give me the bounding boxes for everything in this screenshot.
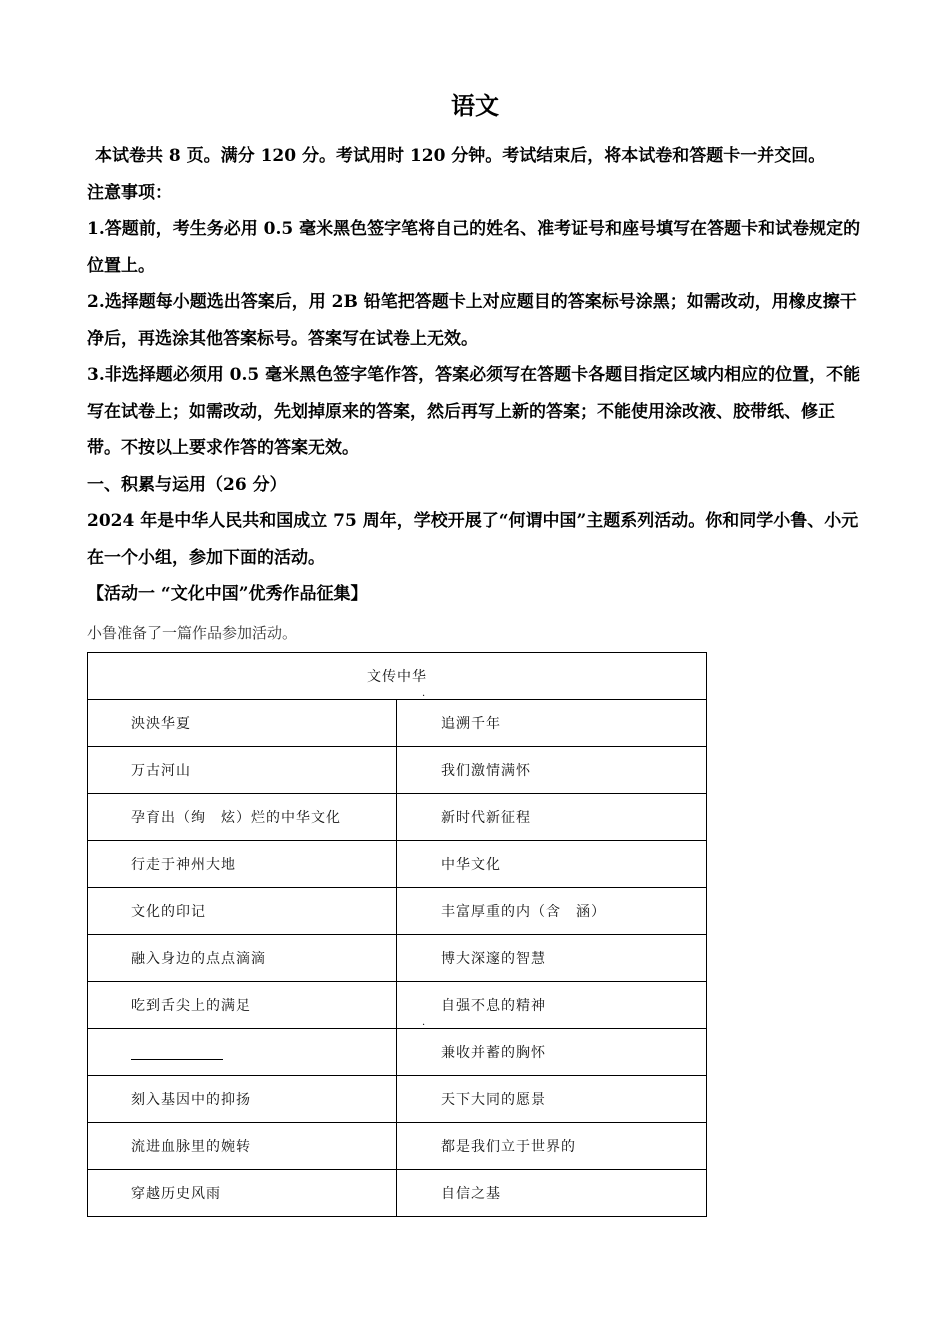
section-intro: 2024 年是中华人民共和国成立 75 周年，学校开展了“何谓中国”主题系列活动。你和同学小鲁、小元在一个小组，参加下面的活动。 bbox=[87, 511, 859, 568]
activity-heading: 【活动一 “文化中国”优秀作品征集】 bbox=[87, 584, 368, 604]
poem-line-right: 博大深邃的智慧 bbox=[397, 935, 707, 982]
poem-table bbox=[87, 652, 707, 1217]
poem-line-right: 天下大同的愿景 bbox=[397, 1076, 707, 1123]
poem-line-right: 自强不息的精神 bbox=[397, 982, 707, 1029]
poem-line-left: 穿越历史风雨 bbox=[88, 1170, 397, 1217]
exam-info: 本试卷共 8 页。满分 120 分。考试用时 120 分钟。考试结束后，将本试卷和答题卡一并交回。 bbox=[95, 146, 826, 166]
emphasis-dot: · bbox=[422, 691, 427, 702]
emphasis-dot: · bbox=[422, 1020, 427, 1031]
poem-line-right: 我们激情满怀 bbox=[397, 747, 707, 794]
table-row bbox=[88, 1170, 707, 1217]
poem-line-left: 刻入基因中的抑扬 bbox=[88, 1076, 397, 1123]
table-row bbox=[88, 1029, 707, 1076]
notice-item-2: 2.选择题每小题选出答案后，用 2B 铅笔把答题卡上对应题目的答案标号涂黑；如需改动，用橡皮擦干净后，再选涂其他答案标号。答案写在试卷上无效。 bbox=[87, 292, 857, 349]
table-row bbox=[88, 935, 707, 982]
poem-line-left: 行走于神州大地 bbox=[88, 841, 397, 888]
notice-heading: 注意事项： bbox=[87, 182, 172, 203]
poem-line-right: 中华文化 bbox=[397, 841, 707, 888]
section-heading: 一、积累与运用（26 分） bbox=[87, 474, 287, 495]
activity-lead: 小鲁准备了一篇作品参加活动。 bbox=[87, 623, 298, 642]
table-row bbox=[88, 888, 707, 935]
poem-line-right: · 追溯千年 bbox=[397, 700, 707, 747]
poem-line-left: 吃到舌尖上的满足 bbox=[88, 982, 397, 1029]
poem-line-left: 孕育出（绚 炫）烂的中华文化 bbox=[88, 794, 397, 841]
poem-line-left: 万古河山 bbox=[88, 747, 397, 794]
notice-item-1: 1.答题前，考生务必用 0.5 毫米黑色签字笔将自己的姓名、准考证号和座号填写在答题卡和试卷规定的位置上。 bbox=[87, 219, 861, 276]
table-row bbox=[88, 1076, 707, 1123]
poem-line-right: · 兼收并蓄的胸怀 bbox=[397, 1029, 707, 1076]
poem-line-right: 都是我们立于世界的 bbox=[397, 1123, 707, 1170]
poem-heading-row bbox=[88, 653, 707, 700]
answer-blank bbox=[131, 1045, 223, 1060]
table-row bbox=[88, 700, 707, 747]
table-row bbox=[88, 794, 707, 841]
poem-line-left: 泱泱华夏 bbox=[88, 700, 397, 747]
poem-line-right: 丰富厚重的内（含 涵） bbox=[397, 888, 707, 935]
poem-blank-line bbox=[88, 1029, 397, 1076]
poem-line-right: 自信之基 bbox=[397, 1170, 707, 1217]
table-row bbox=[88, 1123, 707, 1170]
table-row bbox=[88, 841, 707, 888]
instructions-block bbox=[87, 138, 867, 647]
notice-item-3: 3.非选择题必须用 0.5 毫米黑色签字笔作答，答案必须写在答题卡各题目指定区域内相应的位置，不能写在试卷上；如需改动，先划掉原来的答案，然后再写上新的答案；不能使用涂改液、胶带纸、修正带。不按以上要求作答的答案无效。 bbox=[87, 365, 861, 458]
table-row bbox=[88, 747, 707, 794]
table-row bbox=[88, 982, 707, 1029]
poem-line-right: 新时代新征程 bbox=[397, 794, 707, 841]
poem-line-left: 文化的印记 bbox=[88, 888, 397, 935]
page-title: 语文 bbox=[451, 91, 499, 120]
poem-line-left: 流进血脉里的婉转 bbox=[88, 1123, 397, 1170]
poem-line-left: 融入身边的点点滴滴 bbox=[88, 935, 397, 982]
poem-title: 文传中华 bbox=[88, 653, 707, 700]
